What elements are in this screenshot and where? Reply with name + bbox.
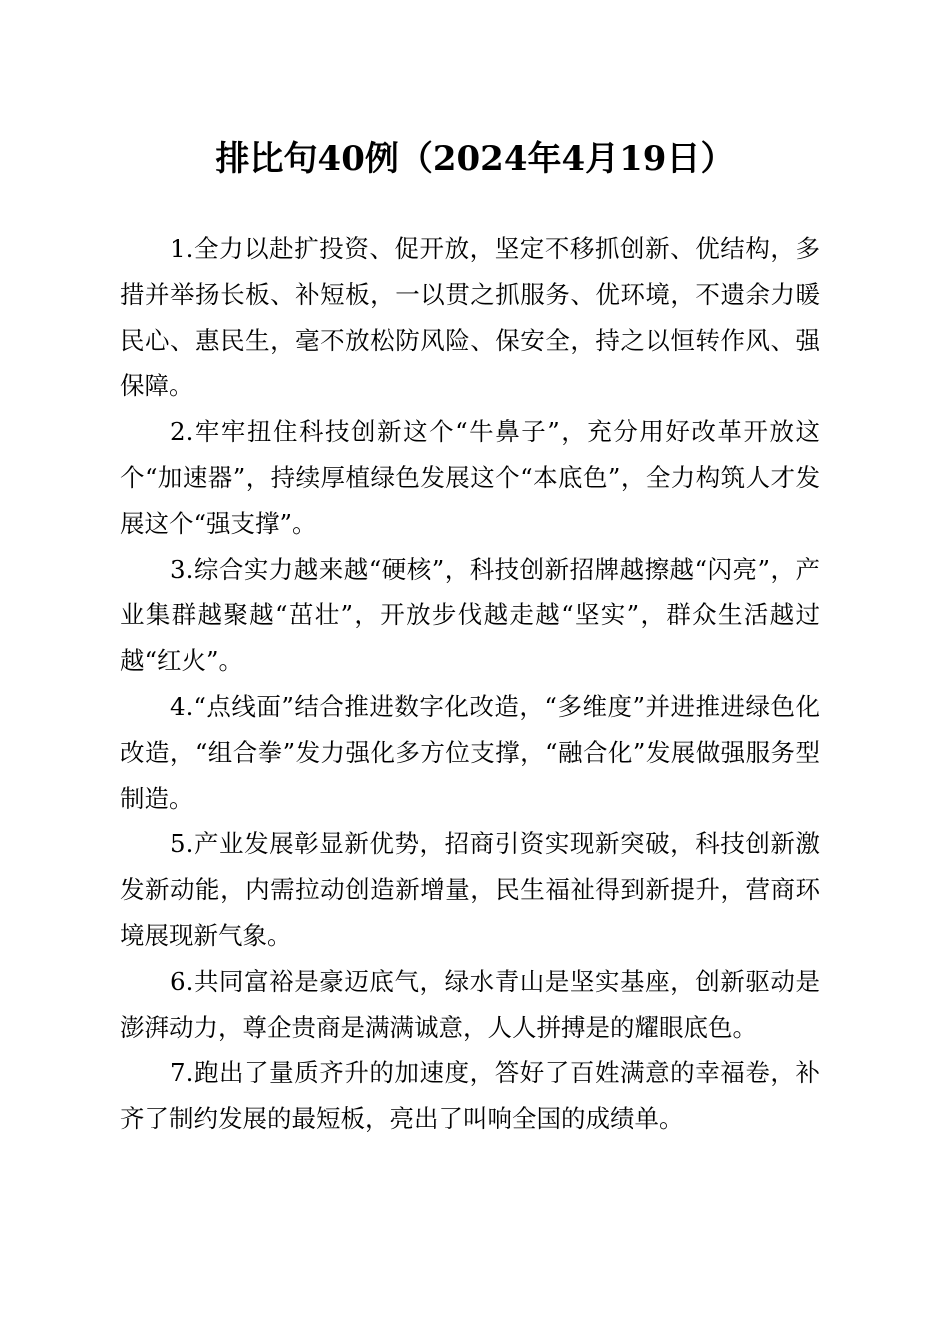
paragraph-1: 1.全力以赴扩投资、促开放，坚定不移抓创新、优结构，多措并举扬长板、补短板，一以贯之抓服务、优环境，不遗余力暖民心、惠民生，毫不放松防风险、保安全，持之以恒转作风、强保障。 [120, 234, 820, 401]
paragraph-4: 4.“点线面”结合推进数字化改造，“多维度”并进推进绿色化改造，“组合拳”发力强化多方位支撑，“融合化”发展做强服务型制造。 [120, 691, 820, 813]
paragraph-7: 7.跑出了量质齐升的加速度，答好了百姓满意的幸福卷，补齐了制约发展的最短板，亮出了叫响全国的成绩单。 [120, 1058, 820, 1134]
paragraph-6: 6.共同富裕是豪迈底气，绿水青山是坚实基座，创新驱动是澎湃动力，尊企贵商是满满诚意，人人拼搏是的耀眼底色。 [120, 966, 820, 1042]
paragraph-5: 5.产业发展彰显新优势，招商引资实现新突破，科技创新激发新动能，内需拉动创造新增量，民生福祉得到新提升，营商环境展现新气象。 [120, 829, 820, 950]
document-title: 排比句40例（2024年4月19日） [215, 139, 735, 179]
paragraph-2: 2.牢牢扭住科技创新这个“牛鼻子”，充分用好改革开放这个“加速器”，持续厚植绿色发展这个“本底色”，全力构筑人才发展这个“强支撑”。 [120, 417, 820, 538]
paragraph-3: 3.综合实力越来越“硬核”，科技创新招牌越擦越“闪亮”，产业集群越聚越“茁壮”，开放步伐越走越“坚实”，群众生活越过越“红火”。 [120, 554, 820, 676]
document-body [120, 226, 820, 1142]
